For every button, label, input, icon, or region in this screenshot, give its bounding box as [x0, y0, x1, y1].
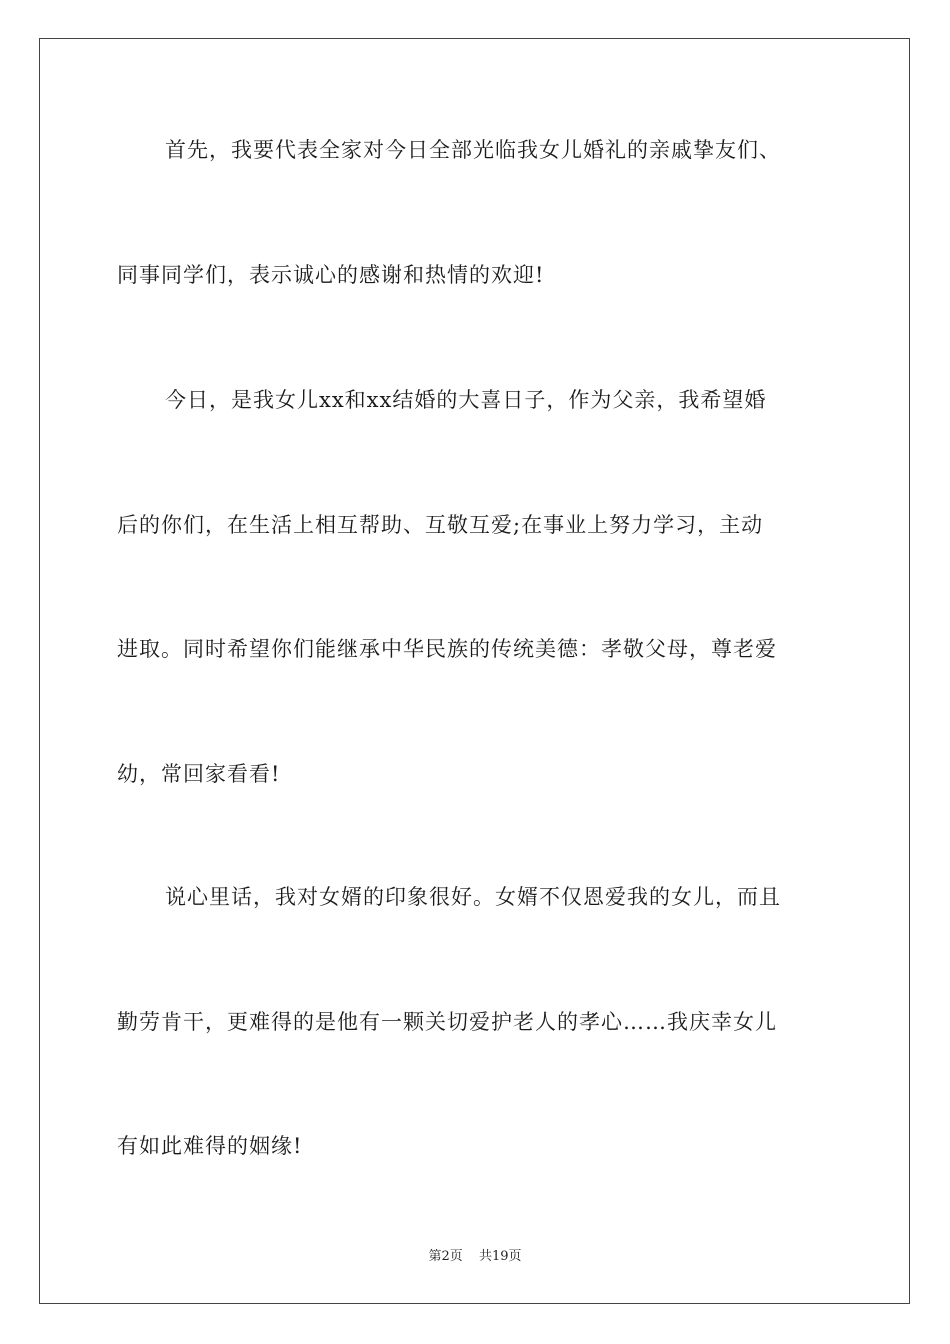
paragraph-3-line-2: 勤劳肯干，更难得的是他有一颗关切爱护老人的孝心……我庆幸女儿 [117, 1010, 777, 1034]
paragraph-2-line-2: 后的你们，在生活上相互帮助、互敬互爱;在事业上努力学习，主动 [117, 513, 764, 537]
paragraph-1-line-2: 同事同学们，表示诚心的感谢和热情的欢迎! [117, 263, 545, 287]
paragraph-2-line-1: 今日，是我女儿xx和xx结婚的大喜日子，作为父亲，我希望婚 [165, 388, 767, 412]
page-footer [0, 1248, 950, 1266]
total-pages: 共19页 [478, 1249, 522, 1264]
paragraph-2-line-4: 幼，常回家看看! [117, 762, 281, 786]
paragraph-2-line-3: 进取。同时希望你们能继承中华民族的传统美德：孝敬父母，尊老爱 [117, 637, 777, 661]
page-frame [39, 38, 910, 1304]
page-number: 第2页 [428, 1249, 463, 1264]
paragraph-3-line-3: 有如此难得的姻缘! [117, 1134, 303, 1158]
paragraph-1-line-1: 首先，我要代表全家对今日全部光临我女儿婚礼的亲戚挚友们、 [165, 138, 781, 162]
paragraph-3-line-1: 说心里话，我对女婿的印象很好。女婿不仅恩爱我的女儿，而且 [165, 885, 781, 909]
